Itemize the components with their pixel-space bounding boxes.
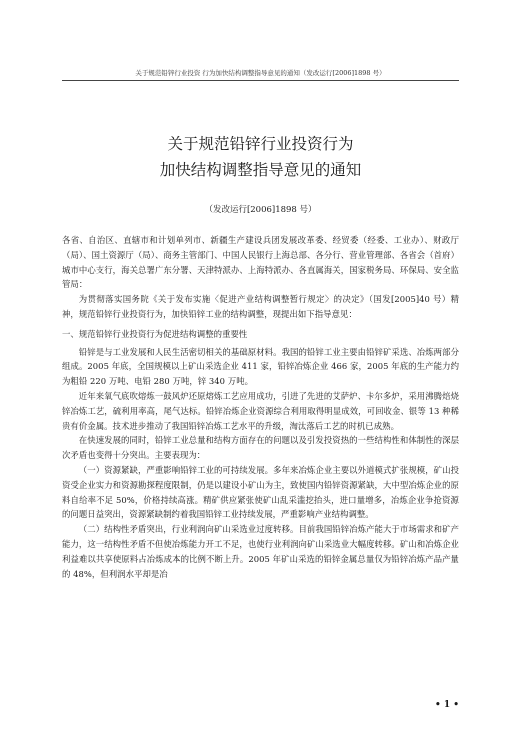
title-line-2: 加快结构调整指导意见的通知 — [159, 161, 362, 179]
body-paragraph: 铅锌是与工业发展和人民生活密切相关的基础原材料。我国的铅锌工业主要由铅锌矿采选、冶炼两部分组成。2005 年底，全国规模以上矿山采选企业 411 家，铅锌冶炼企业 466 家，2005 年底的生产能力约为粗铅 220 万吨、电铅 280 万吨，锌 340 万吨。 — [62, 346, 459, 387]
intro-paragraph: 为贯彻落实国务院《关于发布实施〈促进产业结构调整暂行规定〉的决定》（国发[2005]40 号）精神，规范铅锌行业投资行为，加快铅锌工业的结构调整，现提出如下指导意见： — [62, 294, 459, 319]
body-paragraph: （二）结构性矛盾突出，行业利润向矿山采选业过度转移。目前我国铅锌冶炼产能大于市场需求和矿产能力，这一结构性矛盾不但使冶炼能力开工不足，也使行业利润向矿山采选业大幅度转移。矿山和冶炼企业利益难以共享使原料占冶炼成本的比例不断上升。2005 年矿山采选的铅锌金属总量仅为铅锌冶炼产品产量的 48%，但利润水平却是冶 — [62, 524, 459, 579]
section-heading: 一、规范铅锌行业投资行为促进结构调整的重要性 — [62, 328, 248, 339]
addressee-paragraph: 各省、自治区、直辖市和计划单列市、新疆生产建设兵团发展改革委、经贸委（经委、工业办）、财政厅（局）、国土资源厅（局）、商务主管部门、中国人民银行上海总部、各分行、营业管理部、各省会（首府）城市中心支行，海关总署广东分署、天津特派办、上海特派办、各直属海关，国家税务局、环保局、安全监管局： — [62, 235, 459, 290]
page-number: • 1 • — [434, 700, 459, 710]
body-paragraph: 近年来氧气底吹熔炼一鼓风炉还原熔炼工艺应用成功，引进了先进的艾萨炉、卡尔多炉，采用沸腾焙烧锌冶炼工艺，硫利用率高，尾气达标。铅锌冶炼企业资源综合利用取得明显成效，可回收金、银等 13 种稀贵有价金属。技术进步推动了我国铅锌冶炼工艺水平的升级，淘汰落后工艺的时机已成熟。 — [62, 390, 459, 431]
document-number: （发改运行[2006]1898 号） — [204, 205, 317, 215]
title-line-1: 关于规范铅锌行业投资行为 — [167, 135, 354, 153]
document-body — [62, 233, 459, 581]
document-title — [62, 131, 459, 183]
header-rule — [62, 80, 459, 81]
body-paragraph: （一）资源紧缺，严重影响铅锌工业的可持续发展。多年来冶炼企业主要以外道模式扩张规模，矿山投资受企业实力和资源勘探程度限制，仍是以建设小矿山为主，致使国内铅锌资源紧缺，大中型冶炼企业的原料自给率不足 50%，价格持续高涨。精矿供应紧张使矿山乱采滥挖抬头，进口量增多，冶炼企业争抢资源的问题日益突出，资源紧缺制约着我国铅锌工业持续发展，严重影响产业结构调整。 — [62, 464, 459, 520]
running-header: 关于规范铅锌行业投资 行为加快结构调整指导意见的通知（发改运行[2006]1898 号） — [135, 69, 386, 77]
body-paragraph: 在快速发展的同时，铅锌工业总量和结构方面存在的问题以及引发投资热的一些结构性和体制性的深层次矛盾也变得十分突出。主要表现为： — [62, 435, 459, 461]
